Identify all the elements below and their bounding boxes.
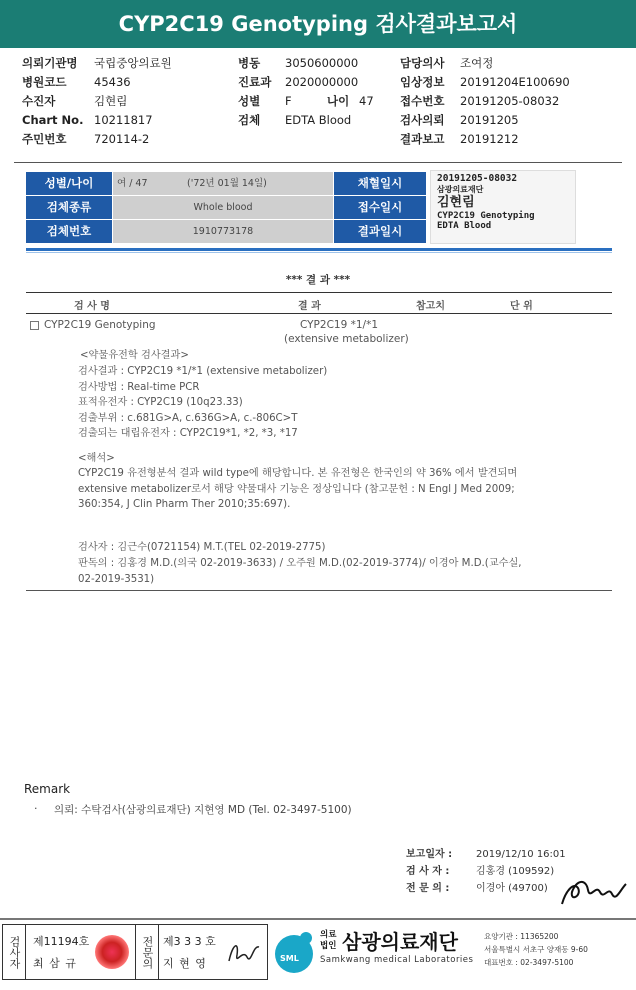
detail-line: 검출되는 대립유전자 : CYP2C19*1, *2, *3, *17	[78, 428, 298, 439]
results-heading: *** 결 과 ***	[285, 274, 351, 286]
header-row-clinical: 임상정보 20191204E100690	[400, 75, 570, 89]
pgx-details	[78, 364, 608, 442]
org-name-en: Samkwang medical Laboratories	[320, 955, 474, 965]
age-label: 나이	[327, 94, 350, 108]
header-row-request: 검사의뢰 20191205	[400, 113, 519, 127]
detail-line: 검사결과 : CYP2C19 *1/*1 (extensive metabolizer)	[78, 366, 328, 377]
table-top-line	[26, 292, 612, 293]
patient-table	[26, 172, 426, 244]
detail-line: 검출부위 : c.681G>A, c.636G>A, c.-806C>T	[78, 412, 298, 424]
value-sex-age: 여 / 47 ('72년 01월 14일)	[113, 172, 333, 195]
header-row-id: 주민번호 720114-2	[22, 132, 150, 146]
col-unit: 단 위	[510, 301, 533, 312]
tester-info: 검사자 : 김근수(0721154) M.T.(TEL 02-2019-2775)	[78, 542, 326, 553]
header-row-doctor: 담당의사 조여정	[400, 56, 494, 70]
header-row-report: 결과보고 20191212	[400, 132, 519, 146]
header-row-ward: 병동 3050600000	[238, 56, 359, 70]
header-row-chart: Chart No. 10211817	[22, 113, 153, 127]
interpretation-title: <해석>	[78, 453, 115, 464]
label-receipt-time: 접수일시	[334, 196, 426, 219]
detail-line: 검사방법 : Real-time PCR	[78, 381, 200, 393]
specialist-label: 전문의	[135, 925, 159, 979]
sml-logo	[272, 930, 316, 974]
header-col-2	[238, 54, 398, 130]
org-contact: 요양기관 : 11365200 서울특별시 서초구 양재동 9-60 대표번호 : 02-3497-5100	[484, 932, 588, 967]
table-header-line	[26, 313, 612, 314]
specialist-name: 지 현 영	[163, 957, 207, 970]
tester-name: 최 삼 규	[33, 957, 77, 970]
org-prefix: 의료 법인	[320, 930, 337, 951]
interpretation-text: CYP2C19 유전형분석 결과 wild type에 해당합니다. 본 유전형은 한국인의 약 36% 에서 발견되며 extensive metabolizer로서 해당 약물대사 기능은 정상입니다 (참고문헌 : N Engl J Med 2009; 360:354, J Clin Pharm Ther 2010;35:697).	[78, 468, 518, 510]
signature-image	[556, 870, 632, 912]
report-title: CYP2C19 Genotyping 검사결과보고서	[0, 0, 636, 48]
blue-divider	[26, 248, 612, 251]
label-collection-time: 채혈일시	[334, 172, 426, 195]
label-specimen-type: 검체종류	[26, 196, 112, 219]
tester-label: 검사자	[3, 925, 26, 979]
label-result-time: 결과일시	[334, 220, 426, 243]
signoff: 보고일자 : 2019/12/10 16:01 검 사 자 : 김홍경 (109592) 전 문 의 : 이경아 (49700)	[406, 849, 566, 894]
specimen-sticker: 20191205-08032 삼광의료재단 김현림 CYP2C19 Genotyping EDTA Blood	[430, 170, 576, 244]
header-row-sex: 성별 F 나이 47	[238, 92, 398, 111]
header-row-dept: 진료과 2020000000	[238, 75, 359, 89]
results-columns	[26, 294, 612, 312]
value-specimen-no: 1910773178	[113, 220, 333, 243]
header-row-patient: 수진자 김현림	[22, 94, 128, 108]
col-reference: 참고치	[416, 301, 445, 312]
detail-line: 표적유전자 : CYP2C19 (10q23.33)	[78, 397, 243, 408]
col-result: 결 과	[298, 301, 321, 312]
value-specimen-type: Whole blood	[113, 196, 333, 219]
pgx-section-title: <약물유전학 검사결과>	[80, 350, 189, 361]
reviewer-info: 판독의 : 김홍경 M.D.(의국 02-2019-3633) / 오주원 M.D.(02-2019-3774)/ 이경아 M.D.(교수실, 02-2019-3531)	[78, 558, 522, 585]
test-name: CYP2C19 Genotyping	[44, 319, 156, 331]
logo-text: SML	[280, 954, 299, 963]
footer-divider	[0, 918, 636, 920]
org-name: 삼광의료재단	[342, 930, 458, 954]
blue-divider-thin	[26, 252, 612, 253]
tester-license-no: 제11194호	[33, 935, 90, 948]
results-bottom-line	[26, 590, 612, 591]
test-result: CYP2C19 *1/*1	[300, 319, 379, 331]
age-value: 47	[359, 94, 374, 108]
label-sex-age: 성별/나이	[26, 172, 112, 195]
header-row-hospital: 의뢰기관명 국립중앙의료원	[22, 56, 172, 70]
remark-title: Remark	[24, 782, 71, 796]
label-specimen-no: 검체번호	[26, 220, 112, 243]
specialist-license-no: 제3 3 3 호	[163, 935, 216, 948]
remark-bullet: ·	[34, 802, 38, 815]
header-row-code: 병원코드 45436	[22, 75, 131, 89]
specialist-signature	[223, 935, 263, 969]
remark-text: 의뢰: 수탁검사(삼광의료재단) 지현영 MD (Tel. 02-3497-5100)	[54, 804, 352, 816]
col-test-name: 검 사 명	[74, 301, 110, 312]
header-col-3	[400, 54, 630, 149]
license-box	[2, 924, 268, 980]
header-col-1	[22, 54, 222, 149]
header-divider	[14, 162, 622, 163]
header-row-receipt: 접수번호 20191205-08032	[400, 94, 560, 108]
tester-seal-stamp	[95, 935, 129, 969]
test-result-phenotype: (extensive metabolizer)	[284, 333, 409, 345]
header-row-specimen: 검체 EDTA Blood	[238, 113, 352, 127]
collapse-box-icon[interactable]	[30, 321, 39, 330]
